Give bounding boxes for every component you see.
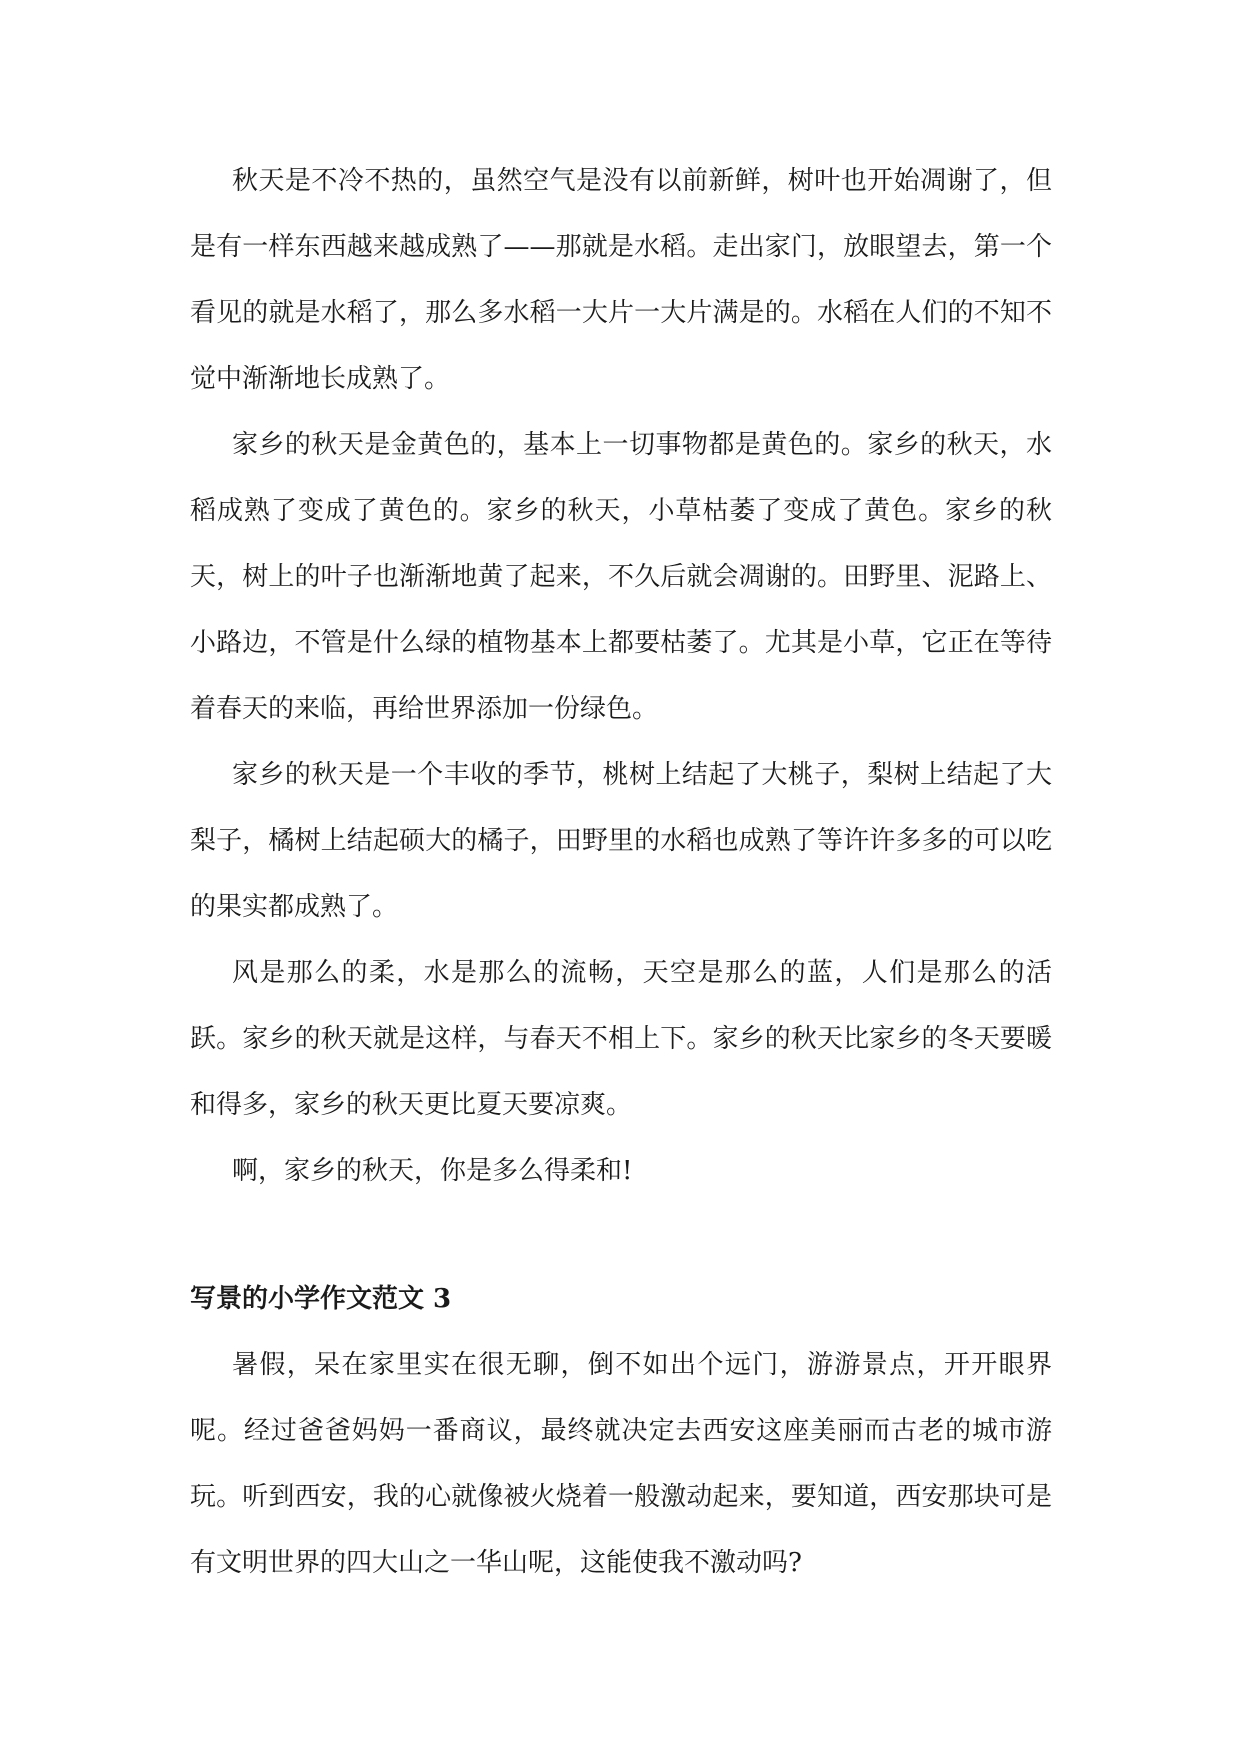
paragraph: 风是那么的柔，水是那么的流畅，天空是那么的蓝，人们是那么的活跃。家乡的秋天就是这样，与春天不相上下。家乡的秋天比家乡的冬天要暖和得多，家乡的秋天更比夏天要凉爽。: [190, 958, 1052, 1120]
paragraph: 暑假，呆在家里实在很无聊，倒不如出个远门，游游景点，开开眼界呢。经过爸爸妈妈一番商议，最终就决定去西安这座美丽而古老的城市游玩。听到西安，我的心就像被火烧着一般激动起来，要知道，西安那块可是有文明世界的四大山之一华山呢，这能使我不激动吗?: [190, 1350, 1052, 1578]
section-title: 写景的小学作文范文 3: [190, 1284, 452, 1314]
paragraph: 啊，家乡的秋天，你是多么得柔和!: [232, 1156, 633, 1186]
paragraph: 秋天是不冷不热的，虽然空气是没有以前新鲜，树叶也开始凋谢了，但是有一样东西越来越成熟了——那就是水稻。走出家门，放眼望去，第一个看见的就是水稻了，那么多水稻一大片一大片满是的。水稻在人们的不知不觉中渐渐地长成熟了。: [190, 166, 1052, 394]
essay-three-body: [190, 1332, 1052, 1596]
paragraph: 家乡的秋天是金黄色的，基本上一切事物都是黄色的。家乡的秋天，水稻成熟了变成了黄色的。家乡的秋天，小草枯萎了变成了黄色。家乡的秋天，树上的叶子也渐渐地黄了起来，不久后就会凋谢的。田野里、泥路上、小路边，不管是什么绿的植物基本上都要枯萎了。尤其是小草，它正在等待着春天的来临，再给世界添加一份绿色。: [190, 430, 1052, 724]
essay-two-body: [190, 148, 1052, 1204]
paragraph: 家乡的秋天是一个丰收的季节，桃树上结起了大桃子，梨树上结起了大梨子，橘树上结起硕大的橘子，田野里的水稻也成熟了等许许多多的可以吃的果实都成熟了。: [190, 760, 1052, 922]
